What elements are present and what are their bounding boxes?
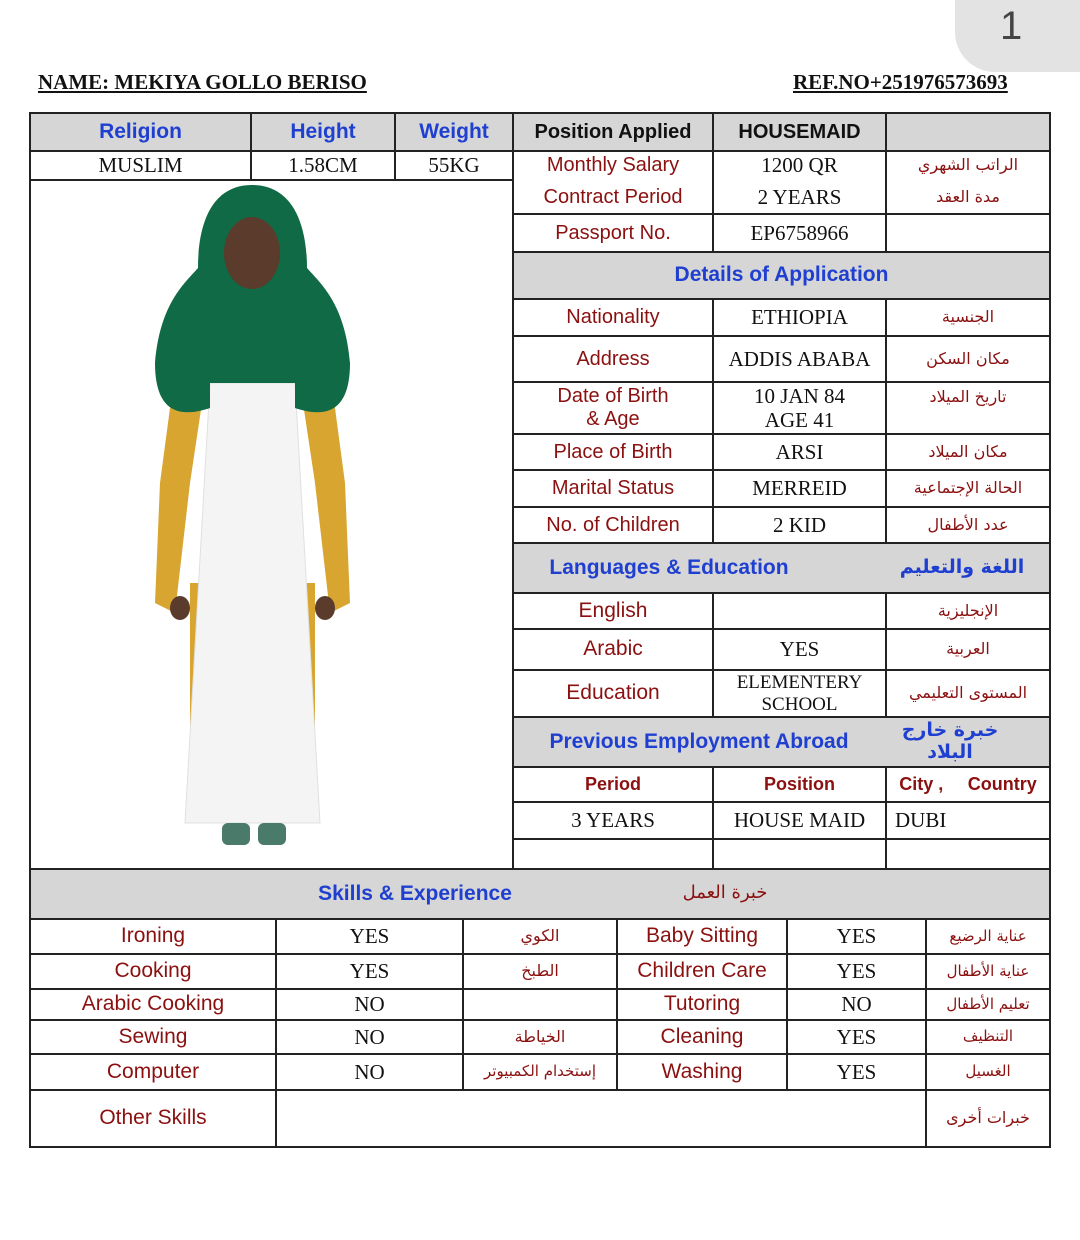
employment-section-title: Previous Employment Abroad (549, 729, 849, 753)
education-label: Education (566, 681, 660, 705)
english-value (714, 594, 885, 628)
education-value (714, 671, 885, 716)
dob-label (514, 383, 712, 433)
address-label: Address (576, 347, 650, 370)
children-arabic: عدد الأطفال (927, 514, 1009, 534)
skills-section-title: Skills & Experience (318, 881, 512, 905)
skill-ironing-label: Ironing (120, 924, 186, 948)
other-skills-arabic: خبرات أخرى (946, 1108, 1030, 1128)
dob-date: 10 JAN 84 (753, 383, 845, 408)
passport-value: EP6758966 (750, 220, 849, 245)
skill-cleaning-label: Cleaning (660, 1024, 744, 1048)
dob-value (714, 383, 885, 433)
skill-baby-sitting-value: YES (836, 924, 877, 949)
height-value: 1.58CM (288, 153, 358, 178)
employment-place-value: DUBI (895, 808, 947, 833)
skill-cleaning-value: YES (836, 1024, 877, 1049)
employment-country-header: Country (967, 774, 1037, 795)
employment-position-header: Position (764, 774, 835, 795)
arabic-arabic: العربية (946, 639, 990, 659)
skill-arabic-cooking-label: Arabic Cooking (81, 992, 225, 1016)
nationality-arabic: الجنسية (941, 307, 995, 327)
skill-ironing-value: YES (349, 924, 390, 949)
height-label: Height (290, 119, 356, 143)
skill-computer-value: NO (354, 1059, 385, 1084)
religion-label: Religion (99, 119, 182, 143)
applicant-photo (150, 183, 355, 865)
children-label: No. of Children (546, 513, 680, 536)
skill-computer-label: Computer (106, 1059, 200, 1083)
skill-tutoring-arabic: تعليم الأطفال (946, 994, 1030, 1013)
weight-label: Weight (419, 119, 489, 143)
english-arabic: الإنجليزية (937, 600, 999, 620)
salary-arabic: الراتب الشهري (917, 155, 1019, 175)
skill-cooking-value: YES (349, 959, 390, 984)
education-arabic: المستوى التعليمي (908, 683, 1028, 703)
employment-position-value: HOUSE MAID (733, 808, 866, 833)
place-of-birth-arabic: مكان الميلاد (928, 441, 1008, 461)
skill-washing-label: Washing (661, 1059, 743, 1083)
education-value-line2: SCHOOL (761, 693, 838, 715)
skill-washing-arabic: الغسيل (965, 1062, 1011, 1081)
page-number: 1 (1000, 4, 1023, 48)
arabic-label: Arabic (583, 637, 643, 661)
nationality-value: ETHIOPIA (751, 305, 848, 330)
religion-value: MUSLIM (98, 153, 183, 178)
skill-cleaning-arabic: التنظيف (962, 1027, 1014, 1046)
children-value: 2 KID (772, 512, 827, 537)
skill-children-care-value: YES (836, 959, 877, 984)
marital-status-arabic: الحالة الإجتماعية (913, 478, 1023, 498)
place-of-birth-label: Place of Birth (553, 440, 673, 463)
employment-period-value: 3 YEARS (571, 808, 655, 833)
address-value: ADDIS ABABA (728, 346, 871, 371)
english-label: English (578, 598, 648, 622)
contract-period-label: Contract Period (543, 185, 683, 208)
dob-label-line1: Date of Birth (557, 385, 669, 407)
details-section-title: Details of Application (674, 263, 889, 287)
skill-cooking-label: Cooking (114, 959, 192, 983)
employment-city-header: City , (899, 774, 944, 795)
position-applied-label: Position Applied (534, 120, 692, 143)
skill-sewing-arabic: الخياطة (514, 1026, 566, 1046)
skill-tutoring-value: NO (841, 992, 872, 1017)
contract-period-arabic: مدة العقد (936, 186, 1000, 206)
dob-label-line2: & Age (586, 408, 640, 430)
marital-status-label: Marital Status (551, 477, 675, 499)
contract-period-value: 2 YEARS (757, 184, 842, 209)
skill-children-care-label: Children Care (637, 959, 767, 983)
nationality-label: Nationality (566, 306, 660, 328)
skill-cooking-arabic: الطبخ (521, 961, 559, 981)
employment-city-country-header (887, 768, 1049, 801)
skill-arabic-cooking-value: NO (354, 992, 385, 1017)
skill-tutoring-label: Tutoring (663, 992, 741, 1016)
languages-section-title: Languages & Education (549, 555, 789, 579)
dob-arabic: تاريخ الميلاد (929, 386, 1007, 406)
skill-children-care-arabic: عناية الأطفال (946, 961, 1030, 980)
arabic-value: YES (779, 637, 820, 662)
education-value-line1: ELEMENTERY (736, 671, 863, 693)
address-arabic: مكان السكن (926, 348, 1010, 368)
skill-arabic-cooking-arabic (464, 990, 616, 1019)
salary-label: Monthly Salary (546, 154, 680, 176)
place-of-birth-value: ARSI (775, 439, 824, 464)
languages-section-title-arabic: اللغة والتعليم (899, 556, 1025, 579)
employment-period-header: Period (584, 774, 641, 795)
skill-baby-sitting-label: Baby Sitting (645, 924, 759, 948)
age-value: AGE 41 (764, 408, 835, 432)
marital-status-value: MERREID (752, 476, 847, 501)
applicant-name: NAME: MEKIYA GOLLO BERISO (38, 70, 367, 94)
reference-number: REF.NO+251976573693 (793, 70, 1008, 94)
weight-value: 55KG (428, 153, 480, 178)
skill-ironing-arabic: الكوي (520, 926, 560, 946)
skill-sewing-value: NO (354, 1024, 385, 1049)
employment-section-title-arabic: خبرة خارج البلاد (901, 719, 999, 763)
skill-washing-value: YES (836, 1059, 877, 1084)
passport-label: Passport No. (555, 221, 671, 244)
salary-value: 1200 QR (761, 153, 838, 178)
skill-computer-arabic: إستخدام الكمبيوتر (484, 1062, 596, 1081)
position-applied-value: HOUSEMAID (738, 120, 861, 143)
skill-sewing-label: Sewing (118, 1024, 188, 1048)
skill-baby-sitting-arabic: عناية الرضيع (949, 926, 1027, 945)
other-skills-label: Other Skills (99, 1106, 207, 1130)
skills-section-title-arabic: خبرة العمل (682, 881, 768, 903)
